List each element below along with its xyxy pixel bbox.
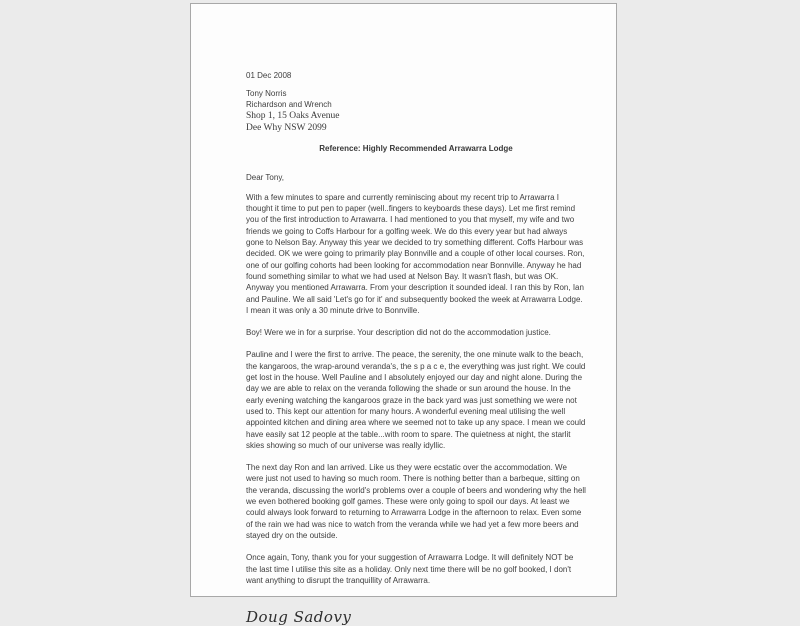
- body-paragraph-5: Once again, Tony, thank you for your suggestion of Arrawarra Lodge. It will definitely NOT be the last time I utilise this site as a holiday. Only next time there will be no golf booked, I don't want anything to disrupt the tranquillity of Arrawarra.: [246, 553, 574, 585]
- body-paragraph-3: Pauline and I were the first to arrive. The peace, the serenity, the one minute walk to the beach, the kangaroos, the wrap-around veranda's, the s p a c e, the everything was just right. We could get lost in the house. Well Pauline and I absolutely enjoyed our day and night alone. During the day we are able to relax on the veranda following the shade or sun around the house. In the early evening watching the kangaroos graze in the back yard was just something we were not used to. This kept our attention for many hours. A wonderful evening meal utilising the well appointed kitchen and dining area where we seemed not to take up any space. I mean we could have easily sat 12 people at the table...with room to spare. The quietness at night, the starlit skies showing so much of our universe was really idyllic.: [246, 350, 586, 450]
- letter-page: [190, 3, 617, 626]
- signature: Doug Sadovy: [246, 608, 352, 626]
- body-paragraph-2: Boy! Were we in for a surprise. Your description did not do the accommodation justice.: [246, 328, 551, 338]
- body-paragraph-1: With a few minutes to spare and currently reminiscing about my recent trip to Arrawarra I thought it time to put pen to paper (well..fingers to keyboards these days). Let me first remind you of the first introduction to Arrawarra. I had mentioned to you that myself, my wife and two friends we going to Coffs Harbour for a golfing week. We do this every year but had always gone to Nelson Bay. Anyway this year we decided to try something different. Coffs Harbour was decided. OK we were going to primarily play Bonnville and a couple of other local courses. Ron, one of our golfing cohorts had been looking for accommodation near Bonnville. Anyway he had found something similar to what we had used at Nelson Bay. It wasn't flash, but was OK. Anyway you mentioned Arrawarra. From your description it sounded ideal. I ran this by Ron, Ian and Pauline. We all said 'Let's go for it' and subsequently booked the week at Arrawarra Lodge. I mean it was only a 30 minute drive to Bonnville.: [246, 192, 585, 315]
- body-paragraph-4: The next day Ron and Ian arrived. Like us they were ecstatic over the accommodation. We were just not used to having so much room. There is nothing better than a barbeque, sitting on the veranda, discussing the world's problems over a couple of beers and wondering why the hell we even bothered booking golf games. These were only going to spoil our days. At least we could always look forward to returning to Arrawarra Lodge in the afternoon to relax. Even some of the rain we had was nice to watch from the veranda while we had yet a few more beers and stayed dry on the outside.: [246, 463, 586, 540]
- recipient-name: Tony Norris: [246, 89, 287, 99]
- letter-content: [246, 70, 586, 626]
- recipient-company: Richardson and Wrench: [246, 100, 332, 110]
- recipient-address-line1: Shop 1, 15 Oaks Avenue: [246, 111, 340, 122]
- recipient-block: [246, 88, 586, 134]
- reference-line: Reference: Highly Recommended Arrawarra Lodge: [319, 144, 513, 154]
- salutation: Dear Tony,: [246, 172, 284, 182]
- letter-date: 01 Dec 2008: [246, 71, 292, 80]
- recipient-address-line2: Dee Why NSW 2099: [246, 123, 327, 134]
